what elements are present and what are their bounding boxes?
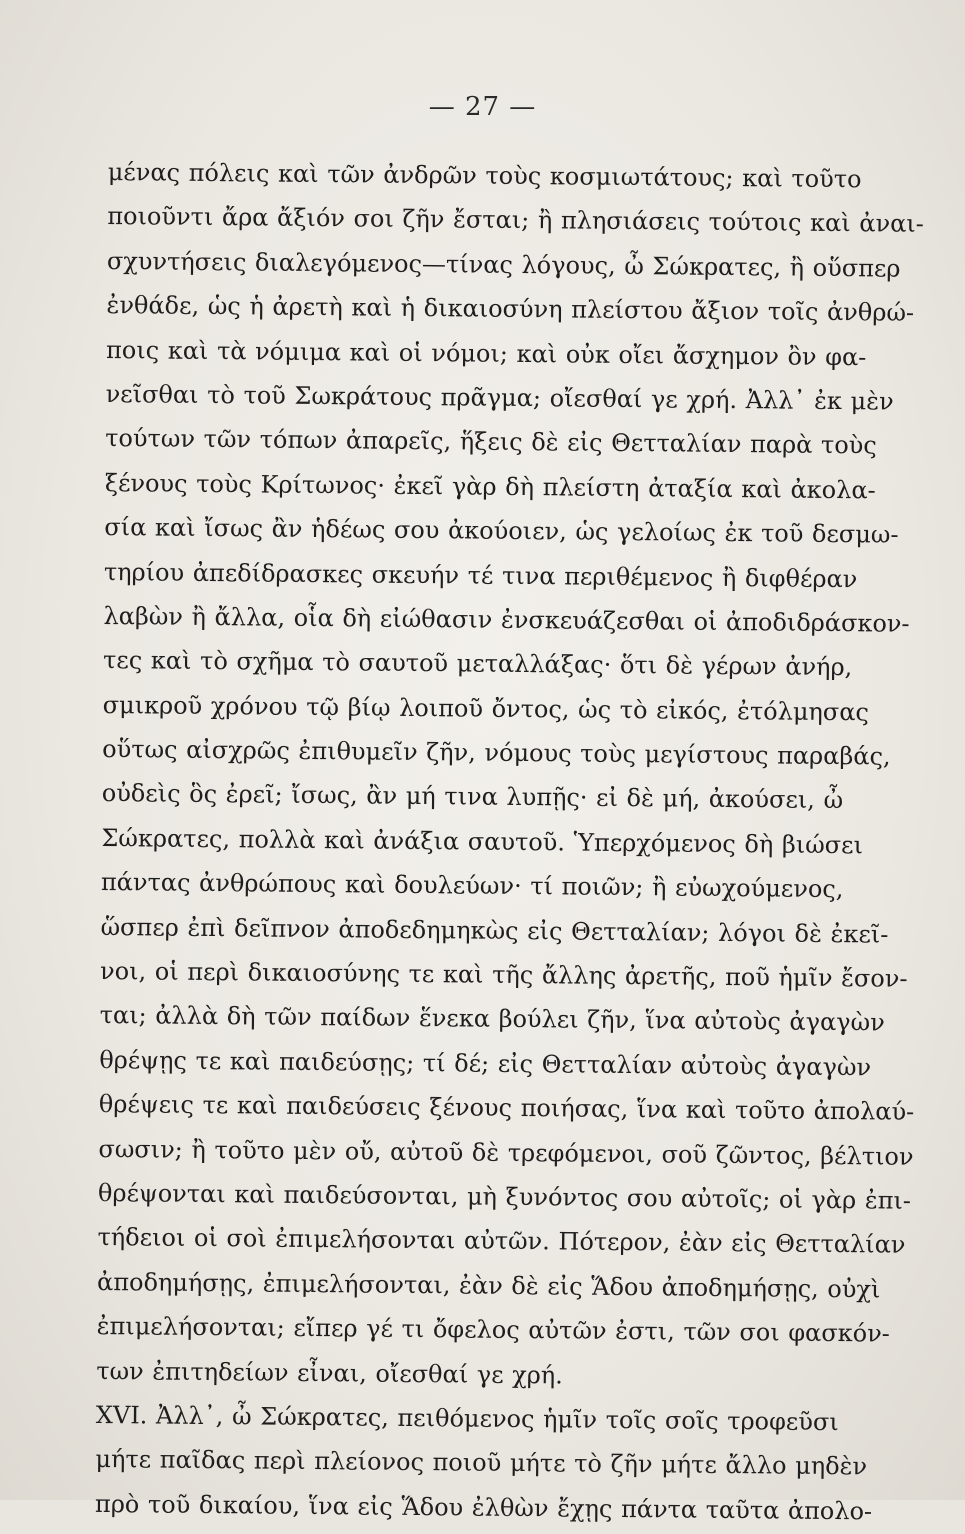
text-line: τήδειοι οἱ σοὶ ἐπιμελήσονται αὐτῶν. Πότερον, ἐὰν εἰς Θετταλίαν: [97, 1223, 906, 1260]
text-line: τηρίου ἀπεδίδρασκες σκευήν τέ τινα περιθέμενος ἢ διφθέραν: [103, 557, 858, 593]
text-line: των ἐπιτηδείων εἶναι, οἴεσθαί γε χρή.: [96, 1356, 564, 1389]
text-line: πρὸ τοῦ δικαίου, ἵνα εἰς Ἅδου ἐλθὼν ἔχῃς πάντα ταῦτα ἀπολο-: [94, 1489, 873, 1526]
text-line: ξένους τοὺς Κρίτωνος· ἐκεῖ γὰρ δὴ πλείστη ἀταξία καὶ ἀκολα-: [104, 468, 876, 505]
text-line: τες καὶ τὸ σχῆμα τὸ σαυτοῦ μεταλλάξας· ὅτι δὲ γέρων ἀνήρ,: [102, 646, 853, 682]
text-line: λαβὼν ἢ ἄλλα, οἷα δὴ εἰώθασιν ἐνσκευάζεσθαι οἱ ἀποδιδράσκον-: [103, 601, 910, 638]
text-line: θρέψονται καὶ παιδεύσονται, μὴ ξυνόντος σου αὐτοῖς; οἱ γὰρ ἐπι-: [97, 1178, 912, 1215]
text-line: σχυντήσεις διαλεγόμενος—τίνας λόγους, ὦ Σώκρατες, ἢ οὕσπερ: [106, 246, 901, 283]
text-line: νοι, οἱ περὶ δικαιοσύνης τε καὶ τῆς ἄλλης ἀρετῆς, ποῦ ἡμῖν ἔσον-: [99, 956, 908, 993]
text-line: θρέψεις τε καὶ παιδεύσεις ξένους ποιήσας, ἵνα καὶ τοῦτο ἀπολαύ-: [98, 1090, 915, 1126]
text-line: μήτε παῖδας περὶ πλείονος ποιοῦ μήτε τὸ ζῆν μήτε ἄλλο μηδὲν: [95, 1445, 868, 1481]
text-line: οὕτως αἰσχρῶς ἐπιθυμεῖν ζῆν, νόμους τοὺς μεγίστους παραβάς,: [102, 735, 891, 771]
page-number: — 27 —: [428, 92, 537, 122]
text-line: ἐνθάδε, ὡς ἡ ἀρετὴ καὶ ἡ δικαιοσύνη πλείστου ἄξιον τοῖς ἀνθρώ-: [106, 291, 915, 327]
text-line: ἀποδημήσῃς, ἐπιμελήσονται, ἐὰν δὲ εἰς Ἅδου ἀποδημήσῃς, οὐχὶ: [97, 1267, 881, 1304]
section-start-line: ΧVΙ. Ἀλλ᾽, ὦ Σώκρατες, πειθόμενος ἡμῖν τοῖς σοῖς τροφεῦσι: [95, 1400, 839, 1437]
body-text: [94, 150, 925, 1533]
text-line: τούτων τῶν τόπων ἀπαρεῖς, ἥξεις δὲ εἰς Θετταλίαν παρὰ τοὺς: [105, 424, 877, 460]
text-line: ἐπιμελήσονται; εἴπερ γέ τι ὄφελος αὐτῶν ἐστι, τῶν σοι φασκόν-: [96, 1312, 891, 1348]
text-line: Σώκρατες, πολλὰ καὶ ἀνάξια σαυτοῦ. Ὑπερχόμενος δὴ βιώσει: [101, 823, 864, 860]
text-line: οὐδεὶς ὃς ἐρεῖ; ἴσως, ἂν μή τινα λυπῇς· εἰ δὲ μή, ἀκούσει, ὦ: [101, 779, 844, 815]
text-line: πάντας ἀνθρώπους καὶ δουλεύων· τί ποιῶν; ἢ εὐωχούμενος,: [100, 868, 844, 904]
text-line: νεῖσθαι τὸ τοῦ Σωκράτους πρᾶγμα; οἴεσθαί γε χρή. Ἀλλ᾽ ἐκ μὲν: [105, 379, 894, 416]
text-line: ὥσπερ ἐπὶ δεῖπνον ἀποδεδημηκὼς εἰς Θετταλίαν; λόγοι δὲ ἐκεῖ-: [100, 912, 889, 949]
text-line: σμικροῦ χρόνου τῷ βίῳ λοιποῦ ὄντος, ὡς τὸ εἰκός, ἐτόλμησας: [102, 690, 870, 727]
text-line: θρέψῃς τε καὶ παιδεύσῃς; τί δέ; εἰς Θετταλίαν αὐτοὺς ἀγαγὼν: [99, 1045, 872, 1082]
text-line: ται; ἀλλὰ δὴ τῶν παίδων ἕνεκα βούλει ζῆν, ἵνα αὐτοὺς ἀγαγὼν: [99, 1001, 885, 1037]
text-line: ποις καὶ τὰ νόμιμα καὶ οἱ νόμοι; καὶ οὐκ οἴει ἄσχημον ὂν φα-: [105, 335, 867, 371]
text-line: ποιοῦντι ἄρα ἄξιόν σοι ζῆν ἔσται; ἢ πλησιάσεις τούτοις καὶ ἀναι-: [107, 202, 925, 239]
text-line: σία καὶ ἴσως ἂν ἡδέως σου ἀκούοιεν, ὡς γελοίως ἐκ τοῦ δεσμω-: [104, 513, 899, 549]
text-line: μένας πόλεις καὶ τῶν ἀνδρῶν τοὺς κοσμιωτάτους; καὶ τοῦτο: [107, 157, 862, 194]
text-line: σωσιν; ἢ τοῦτο μὲν οὔ, αὐτοῦ δὲ τρεφόμενοι, σοῦ ζῶντος, βέλτιον: [98, 1134, 914, 1171]
